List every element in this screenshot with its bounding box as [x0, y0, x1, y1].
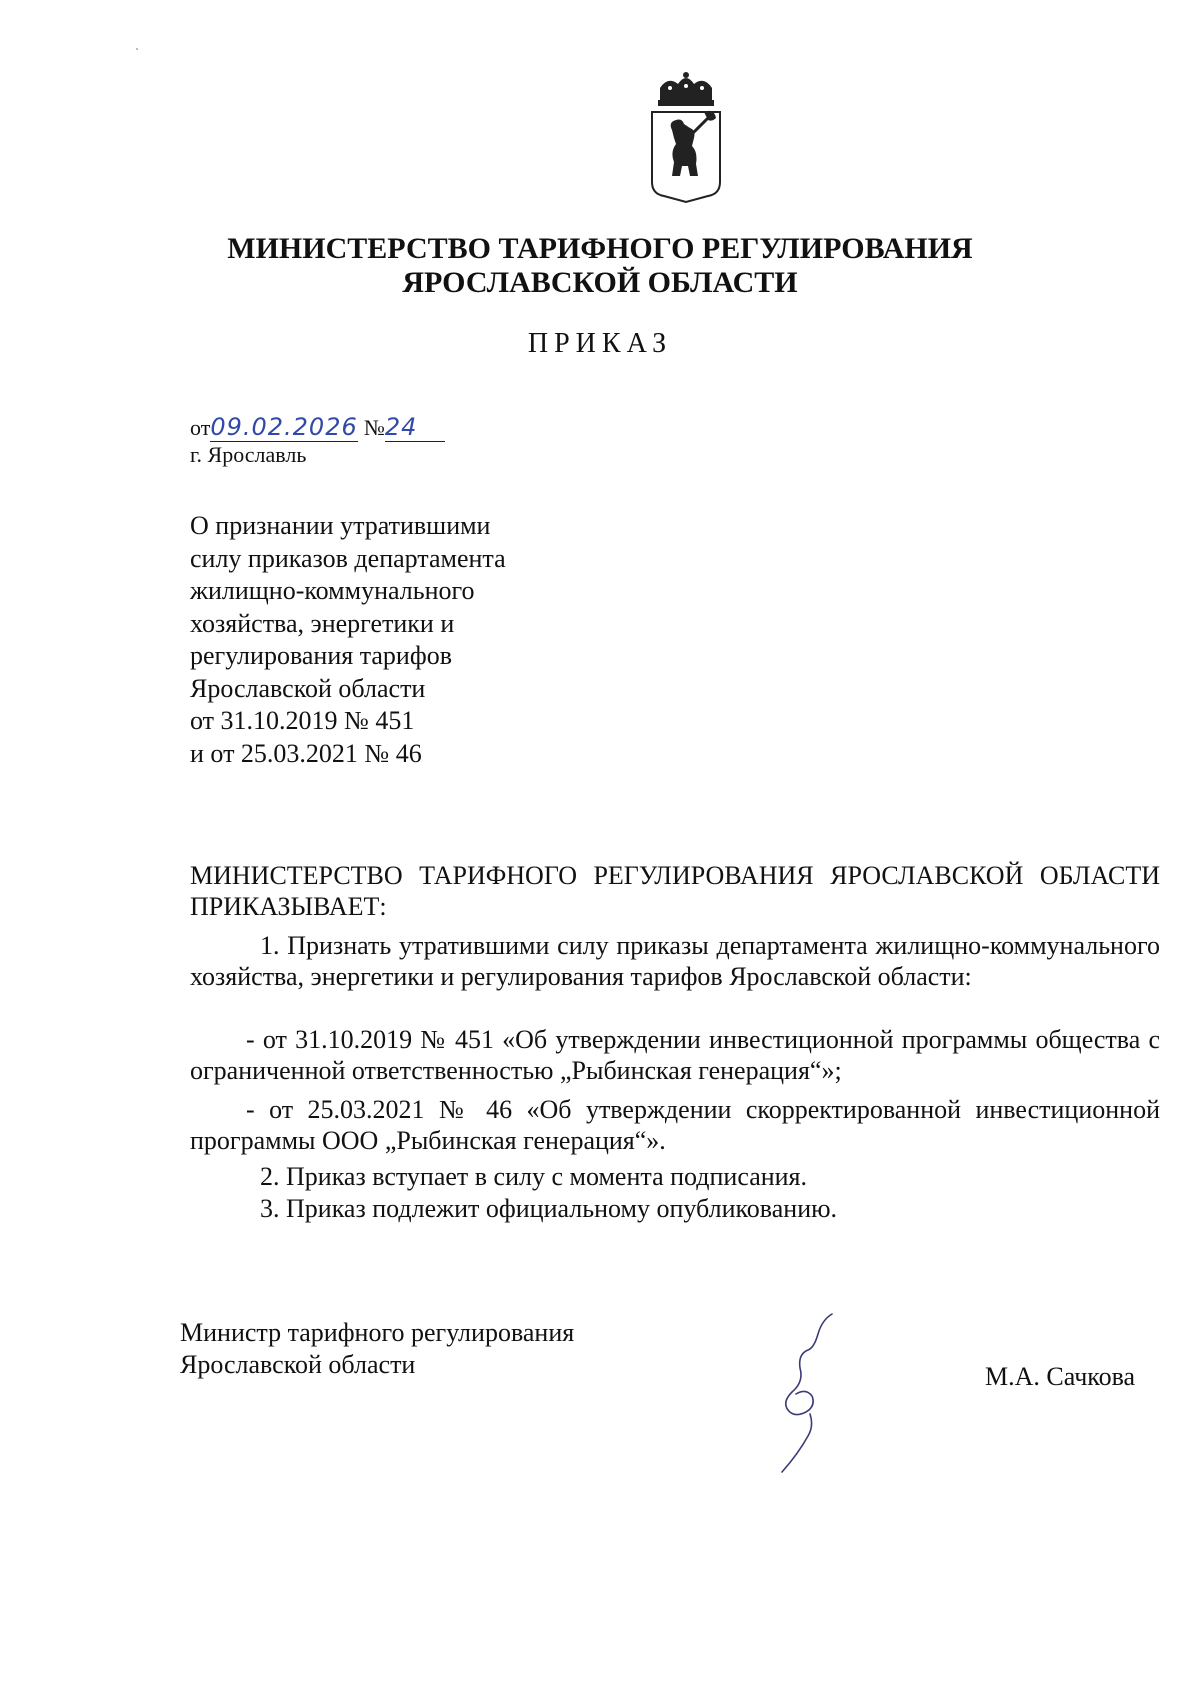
- coat-of-arms-icon: [646, 72, 726, 204]
- subject-line: О признании утратившими: [190, 511, 491, 540]
- subject-block: [190, 510, 610, 770]
- item-1-b: - от 25.03.2021 № 46 «Об утверждении скорректированной инвестиционной программы ООО „Рыбинская генерация“».: [190, 1095, 1160, 1155]
- signatory-role-line1: Министр тарифного регулирования: [180, 1318, 575, 1347]
- ministry-title-line2: ЯРОСЛАВСКОЙ ОБЛАСТИ: [402, 266, 798, 299]
- ministry-title: [160, 232, 1040, 300]
- signatory-role-line2: Ярославской области: [180, 1350, 416, 1379]
- number-prefix: №: [363, 415, 385, 440]
- document-type: ПРИКАЗ: [527, 328, 673, 359]
- subject-line: регулирования тарифов: [190, 641, 452, 670]
- item-1-a: - от 31.10.2019 № 451 «Об утверждении инвестиционной программы общества с ограниченной ответственностью „Рыбинская генерация“»;: [190, 1025, 1160, 1085]
- date-field: [210, 414, 358, 442]
- subject-line: от 31.10.2019 № 451: [190, 706, 415, 735]
- registration-line: [190, 414, 445, 442]
- ministry-title-line1: МИНИСТЕРСТВО ТАРИФНОГО РЕГУЛИРОВАНИЯ: [227, 232, 973, 265]
- item-3: 3. Приказ подлежит официальному опубликованию.: [260, 1194, 838, 1223]
- scan-artifact: [136, 48, 138, 50]
- handwritten-signature: [770, 1310, 880, 1480]
- item-2: 2. Приказ вступает в силу с момента подписания.: [260, 1162, 808, 1191]
- signatory-name: М.А. Сачкова: [985, 1362, 1136, 1391]
- subject-line: Ярославской области: [190, 673, 426, 703]
- date-prefix: от: [190, 415, 211, 440]
- date-value: 09.02.2026: [210, 413, 358, 441]
- subject-line: хозяйства, энергетики и: [190, 608, 455, 638]
- preamble: МИНИСТЕРСТВО ТАРИФНОГО РЕГУЛИРОВАНИЯ ЯРОСЛАВСКОЙ ОБЛАСТИ ПРИКАЗЫВАЕТ:: [190, 861, 1160, 921]
- number-field: [385, 414, 445, 442]
- subject-line: и от 25.03.2021 № 46: [190, 738, 422, 768]
- subject-line: жилищно-коммунального: [190, 576, 475, 605]
- item-1: 1. Признать утратившими силу приказы департамента жилищно-коммунального хозяйства, энергетики и регулирования тарифов Ярославской области:: [190, 931, 1160, 991]
- signatory-role: [180, 1317, 574, 1381]
- subject-line: силу приказов департамента: [190, 543, 506, 573]
- number-value: 24: [384, 413, 418, 441]
- city: г. Ярославль: [190, 442, 307, 467]
